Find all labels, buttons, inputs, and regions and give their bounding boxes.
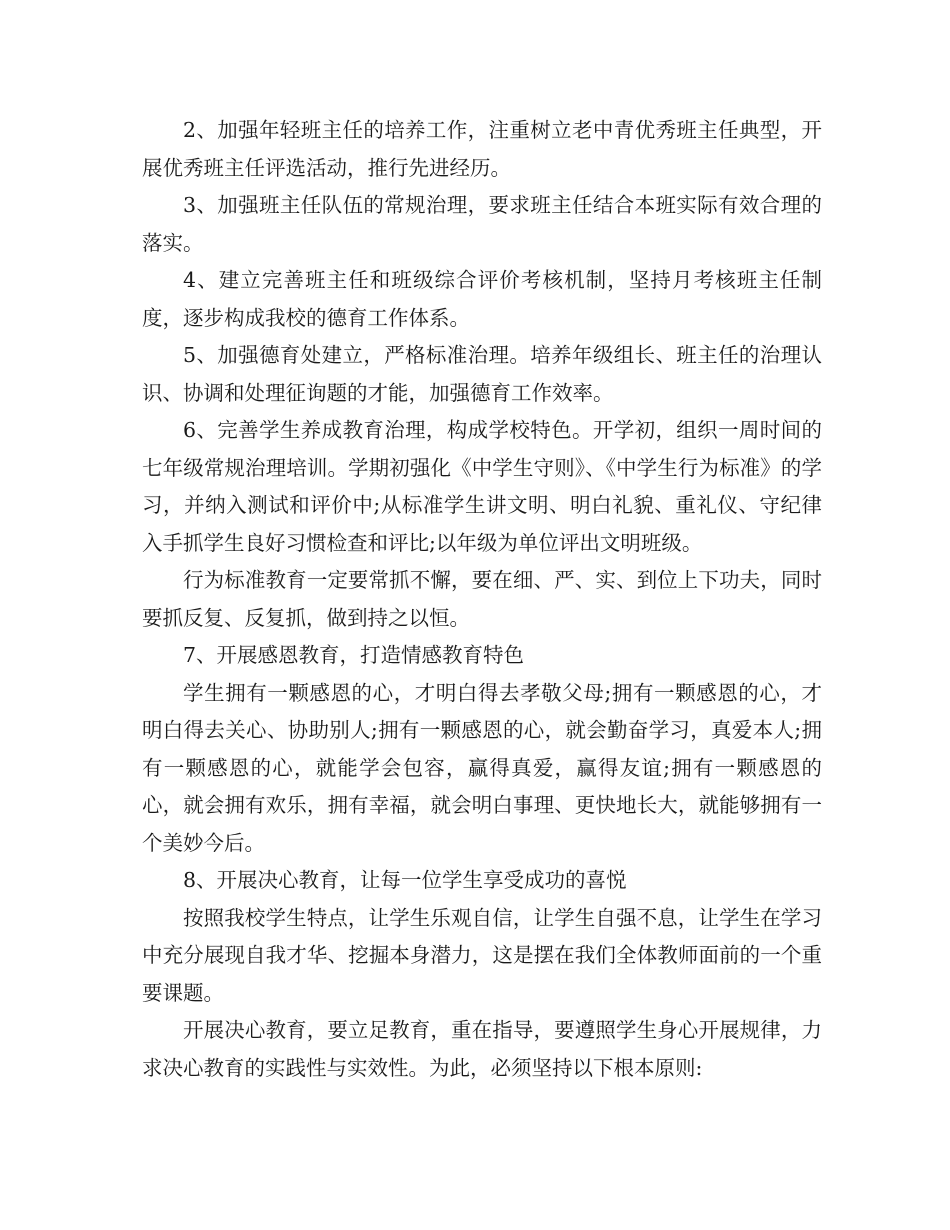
paragraph-item-3: 3、加强班主任队伍的常规治理，要求班主任结合本班实际有效合理的落实。 — [142, 193, 822, 255]
paragraph-item-5: 5、加强德育处建立，严格标准治理。培养年级组长、班主任的治理认识、协调和处理征询题的才能，加强德育工作效率。 — [142, 343, 822, 405]
paragraph-student-characteristics: 按照我校学生特点，让学生乐观自信，让学生自强不息，让学生在学习中充分展现自我才华、挖掘本身潜力，这是摆在我们全体教师面前的一个重要课题。 — [142, 905, 822, 1005]
paragraph-behavior-education: 行为标准教育一定要常抓不懈，要在细、严、实、到位上下功夫，同时要抓反复、反复抓，做到持之以恒。 — [142, 568, 822, 630]
paragraph-item-2: 2、加强年轻班主任的培养工作，注重树立老中青优秀班主任典型，开展优秀班主任评选活动，推行先进经历。 — [142, 118, 822, 180]
paragraph-principles-intro: 开展决心教育，要立足教育，重在指导，要遵照学生身心开展规律，力求决心教育的实践性与实效性。为此，必须坚持以下根本原则: — [142, 1018, 822, 1080]
paragraph-item-8-heading: 8、开展决心教育，让每一位学生享受成功的喜悦 — [183, 868, 627, 892]
paragraph-gratitude-education: 学生拥有一颗感恩的心，才明白得去孝敬父母;拥有一颗感恩的心，才明白得去关心、协助别人;拥有一颗感恩的心，就会勤奋学习，真爱本人;拥有一颗感恩的心，就能学会包容，赢得真爱，赢得友谊;拥有一颗感恩的心，就会拥有欢乐，拥有幸福，就会明白事理、更快地长大，就能够拥有一个美妙今后。 — [142, 680, 822, 855]
paragraph-item-4: 4、建立完善班主任和班级综合评价考核机制，坚持月考核班主任制度，逐步构成我校的德育工作体系。 — [142, 268, 822, 330]
paragraph-item-6: 6、完善学生养成教育治理，构成学校特色。开学初，组织一周时间的七年级常规治理培训。学期初强化《中学生守则》、《中学生行为标准》的学习，并纳入测试和评价中;从标准学生讲文明、明白礼貌、重礼仪、守纪律入手抓学生良好习惯检查和评比;以年级为单位评出文明班级。 — [142, 418, 822, 555]
paragraph-item-7-heading: 7、开展感恩教育，打造情感教育特色 — [183, 643, 525, 667]
document-body — [142, 112, 822, 1087]
